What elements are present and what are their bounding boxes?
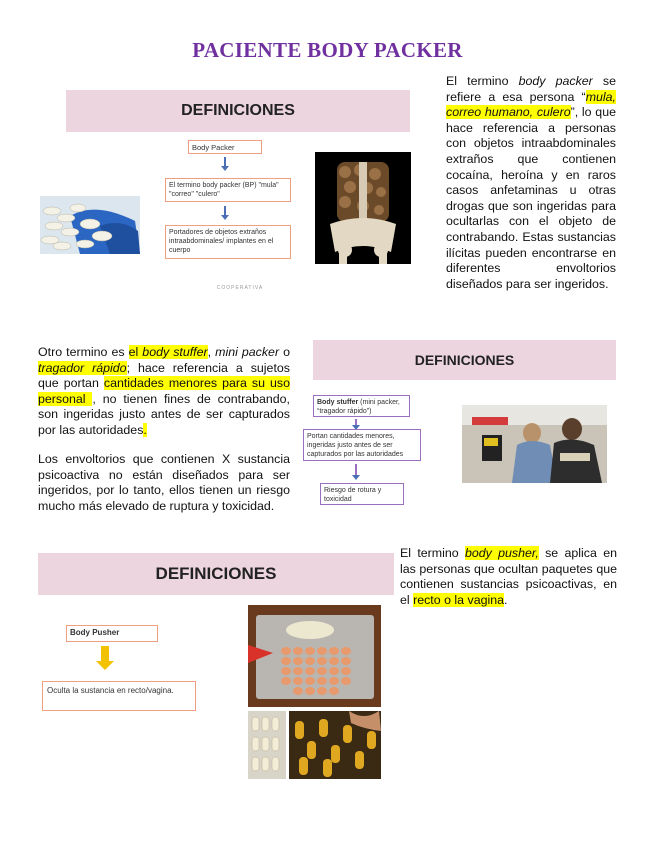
highlight: mula, correo humano, culero <box>446 89 616 120</box>
capsules-photo-a <box>248 711 286 779</box>
box-label: Body Packer <box>192 143 235 152</box>
ct-scan-image <box>315 152 411 264</box>
highlight: tragador rápido <box>38 360 127 375</box>
banner-label: DEFINICIONES <box>181 102 295 119</box>
wrappers-paragraph <box>38 452 290 514</box>
highlight: body stuffer <box>142 345 208 359</box>
body-pusher-box <box>66 625 158 642</box>
box-label: Riesgo de rotura y toxicidad <box>324 487 382 503</box>
body-packer-paragraph <box>446 74 616 292</box>
diagram-footer <box>175 285 305 291</box>
text-run: se refiere a esa persona “ <box>446 74 616 104</box>
text-run: Los envoltorios que contienen X sustancia psicoactiva no están diseñados para ser ingeridos, por lo tanto, ellos tienen un riesgo mucho más elevado de ruptura y toxicidad. <box>38 452 290 513</box>
capsules-hand-photo <box>40 196 140 254</box>
banner-label: DEFINICIONES <box>155 564 277 583</box>
arrow-down-icon <box>101 646 109 662</box>
highlight: el <box>128 345 143 359</box>
box-label: Body Pusher <box>70 628 120 637</box>
box-label: Portadores de objetos extraños intraabdominales/ implantes en el cuerpo <box>169 229 274 254</box>
carriers-box <box>165 225 291 259</box>
highlight: body pusher, <box>464 546 539 560</box>
text-run: mini packer <box>215 345 280 359</box>
footer-label: COOPERATIVA <box>216 285 264 291</box>
packets-tray-photo <box>248 605 381 707</box>
body-stuffer-paragraph <box>38 345 290 439</box>
text-run: se aplica en las personas que ocultan paquetes que contienen sustancias psicoactivas, en el <box>400 546 617 607</box>
box-label: (mini packer, “tragador rápido”) <box>317 399 400 415</box>
text-run: , <box>207 345 216 359</box>
banner-label: DEFINICIONES <box>414 352 515 368</box>
definitions-banner-1 <box>66 90 410 132</box>
definitions-banner-3 <box>38 553 394 595</box>
smaller-amounts-box <box>303 429 421 461</box>
box-label: El termino body packer (BP) "mula" "correo" "culero" <box>169 182 279 198</box>
arrow-down-icon <box>224 157 226 167</box>
text-run: Otro termino es <box>38 345 129 359</box>
conceal-box <box>42 681 196 711</box>
highlight: recto o la vagina <box>413 592 505 607</box>
text-run: ; hace referencia a sujetos que portan <box>38 360 290 391</box>
page-title: PACIENTE BODY PACKER <box>192 38 463 62</box>
box-label: Oculta la sustancia en recto/vagina. <box>47 686 174 695</box>
highlight: cantidades menores para su uso personal <box>38 376 290 406</box>
capsules-photo-b <box>289 711 381 779</box>
definition-box <box>165 178 291 202</box>
text-run: El termino <box>400 546 465 560</box>
rupture-risk-box <box>320 483 404 505</box>
arrow-down-icon <box>224 206 226 216</box>
highlight: . <box>143 422 147 437</box>
box-label: Portan cantidades menores, ingeridas justo antes de ser capturados por las autoridades <box>307 433 404 458</box>
arrow-down-icon <box>355 419 357 426</box>
arrow-down-icon <box>355 464 357 476</box>
text-run: o <box>279 345 291 359</box>
airport-arrest-photo <box>462 405 607 483</box>
text-run: body packer <box>518 74 593 88</box>
text-run: , no tienen fines de contrabando, son ingeridas justo antes de ser capturados por las autoridades <box>38 391 290 437</box>
definitions-banner-2 <box>313 340 616 380</box>
body-packer-box <box>188 140 262 154</box>
text-run: . <box>504 592 508 607</box>
text-run: ”, lo que hace referencia a personas con objetos intraabdominales extraños que contienen cocaína, heroína y en raros casos anfetaminas u otras drogas que son ingeridas para ocultarlas con el objeto de contrabando. Estas sustancias ilícitas pueden encontrarse en diferentes envoltorios diseñados para ser ingeridos. <box>446 105 616 291</box>
text-run: El termino <box>446 74 519 88</box>
body-stuffer-box <box>313 395 410 417</box>
body-pusher-paragraph <box>400 546 617 608</box>
box-label-bold: Body stuffer <box>317 399 359 406</box>
